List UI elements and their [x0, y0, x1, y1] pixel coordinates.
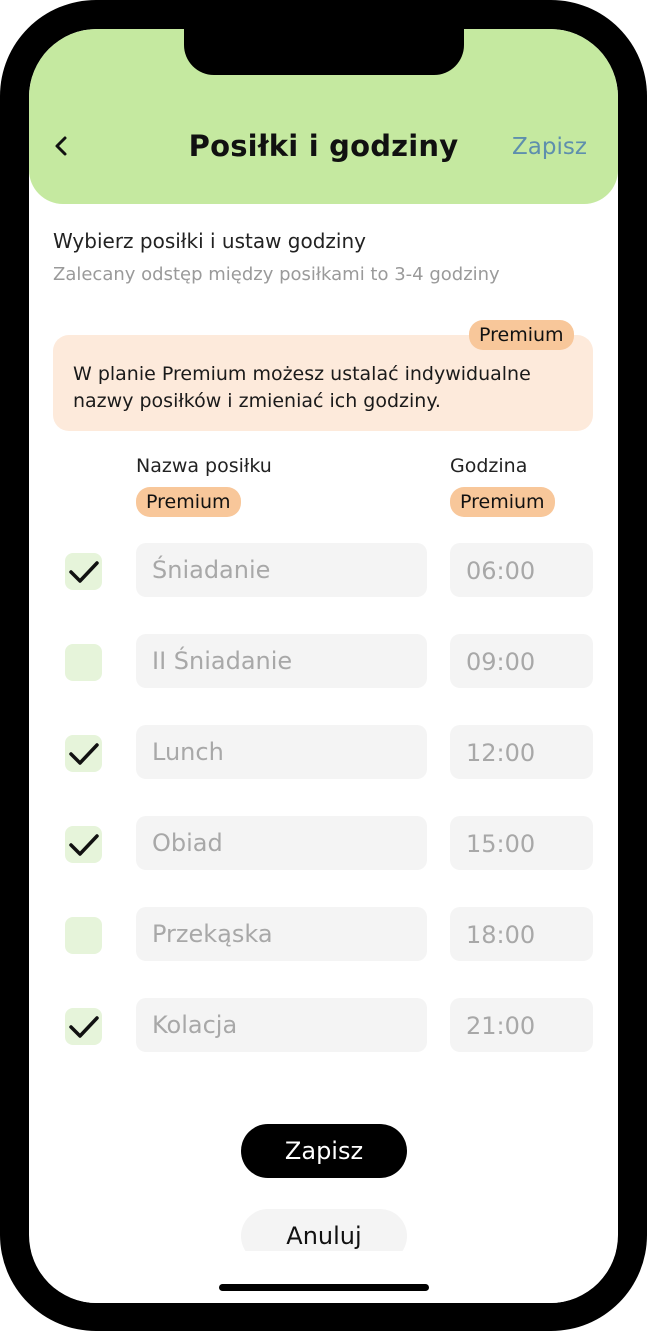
meal-row [29, 907, 618, 963]
meal-checkbox[interactable] [65, 1008, 102, 1045]
meal-row [29, 725, 618, 781]
meal-name-field[interactable]: II Śniadanie [136, 634, 427, 688]
meal-time-field[interactable]: 18:00 [450, 907, 593, 961]
meal-name-field[interactable]: Kolacja [136, 998, 427, 1052]
premium-badge: Premium [469, 320, 574, 350]
meal-checkbox[interactable] [65, 553, 102, 590]
meal-checkbox[interactable] [65, 644, 102, 681]
intro-title: Wybierz posiłki i ustaw godziny [53, 229, 366, 253]
bottom-fade [29, 1251, 618, 1303]
save-button[interactable]: Zapisz [241, 1124, 407, 1178]
meal-checkbox[interactable] [65, 826, 102, 863]
page-title: Posiłki i godziny [188, 129, 459, 163]
meal-row [29, 816, 618, 872]
meal-checkbox[interactable] [65, 917, 102, 954]
meal-checkbox[interactable] [65, 735, 102, 772]
intro-subtitle: Zalecany odstęp między posiłkami to 3-4 godziny [53, 264, 500, 285]
home-indicator [219, 1284, 429, 1291]
meal-time-field[interactable]: 06:00 [450, 543, 593, 597]
meal-row [29, 634, 618, 690]
meal-name-field[interactable]: Lunch [136, 725, 427, 779]
meal-name-field[interactable]: Przekąska [136, 907, 427, 961]
meal-name-field[interactable]: Obiad [136, 816, 427, 870]
meal-time-field[interactable]: 21:00 [450, 998, 593, 1052]
premium-badge-time: Premium [450, 487, 555, 517]
app-screen [29, 29, 618, 1303]
meal-time-field[interactable]: 09:00 [450, 634, 593, 688]
column-header-time: Godzina [450, 455, 528, 477]
header-bar [29, 29, 618, 204]
meal-time-field[interactable]: 12:00 [450, 725, 593, 779]
premium-notice-text: W planie Premium możesz ustalać indywidualne nazwy posiłków i zmieniać ich godziny. [73, 363, 531, 412]
header-save-link[interactable]: Zapisz [512, 134, 587, 160]
meal-time-field[interactable]: 15:00 [450, 816, 593, 870]
meal-name-field[interactable]: Śniadanie [136, 543, 427, 597]
cancel-button[interactable]: Anuluj [241, 1209, 407, 1263]
device-notch [184, 29, 464, 75]
premium-badge-name: Premium [136, 487, 241, 517]
meal-row [29, 543, 618, 599]
column-header-name: Nazwa posiłku [136, 455, 272, 477]
meal-row [29, 998, 618, 1054]
